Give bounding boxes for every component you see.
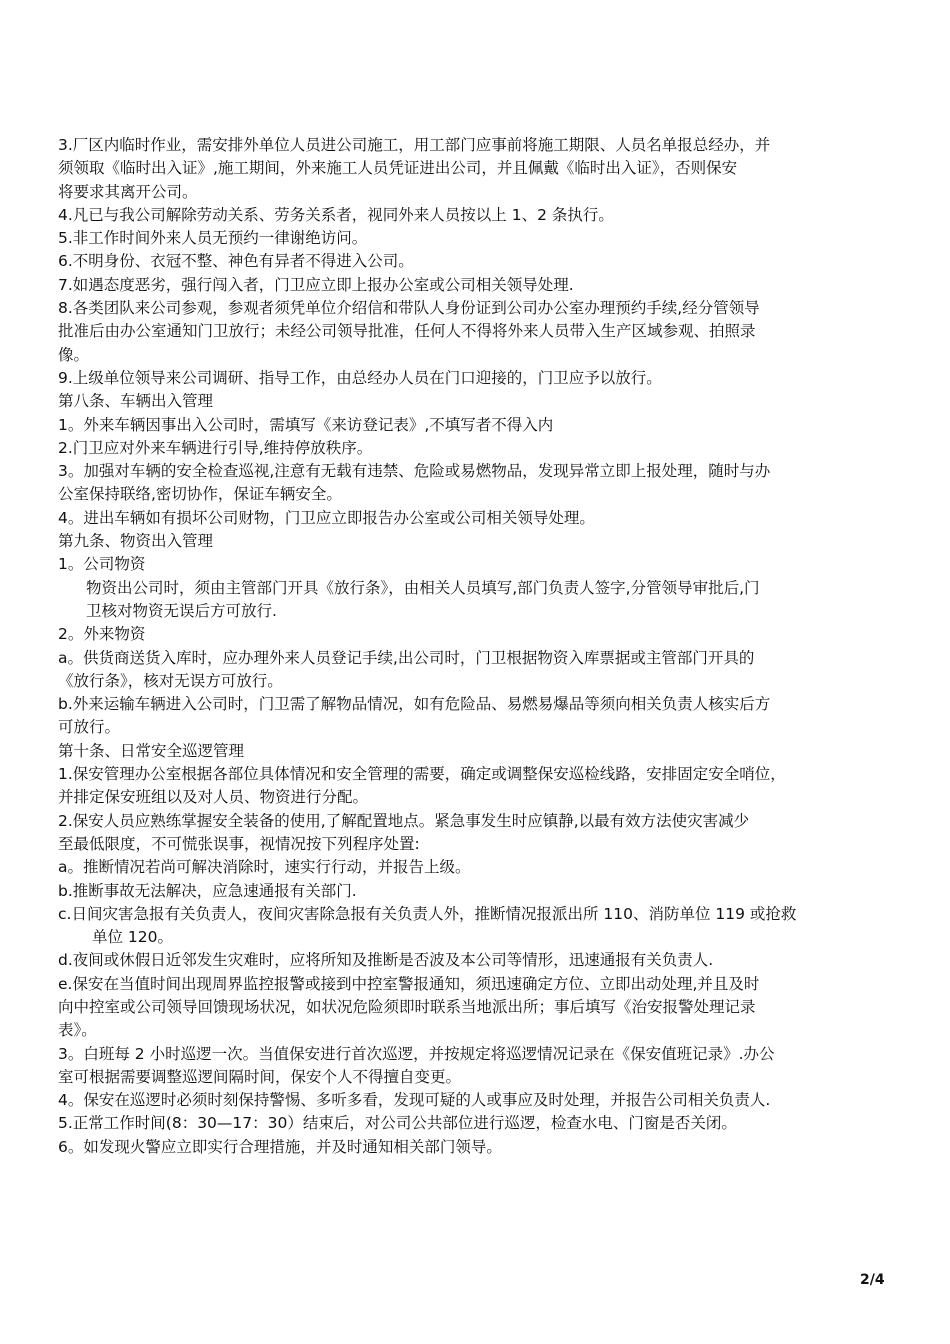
page-number: 2/4 <box>860 1272 885 1288</box>
text-line: 表》。 <box>58 1021 97 1040</box>
text-line: b.推断事故无法解决，应急速通报有关部门. <box>58 881 357 900</box>
text-line: a。推断情况若尚可解决消除时，速实行行动，并报告上级。 <box>58 858 471 877</box>
text-line: 3。加强对车辆的安全检查巡视,注意有无载有违禁、危险或易燃物品，发现异常立即上报处理，随时与办 <box>58 462 771 481</box>
text-line: 9.上级单位领导来公司调研、指导工作，由总经办人员在门口迎接的，门卫应予以放行。 <box>58 368 662 387</box>
text-line: d.夜间或休假日近邻发生灾难时，应将所知及推断是否波及本公司等情形，迅速通报有关负责人. <box>58 951 714 970</box>
section-heading: 第九条、物资出入管理 <box>58 532 214 551</box>
text-line: 5.非工作时间外来人员无预约一律谢绝访问。 <box>58 229 368 248</box>
text-line: 像。 <box>58 345 90 364</box>
text-line: 批准后由办公室通知门卫放行；未经公司领导批准，任何人不得将外来人员带入生产区域参观、拍照录 <box>58 322 756 341</box>
text-line: 3.厂区内临时作业，需安排外单位人员进公司施工，用工部门应事前将施工期限、人员名单报总经办，并 <box>58 136 771 154</box>
text-line: 并排定保安班组以及对人员、物资进行分配。 <box>58 788 369 807</box>
text-line: 5.正常工作时间(8：30—17：30）结束后，对公司公共部位进行巡逻，检查水电、门窗是否关闭。 <box>58 1114 737 1133</box>
text-line: 1。公司物资 <box>58 555 146 574</box>
text-line: e.保安在当值时间出现周界监控报警或接到中控室警报通知，须迅速确定方位、立即出动处理,并且及时 <box>58 974 760 993</box>
text-line: 6。如发现火警应立即实行合理措施，并及时通知相关部门领导。 <box>58 1137 502 1156</box>
section-heading: 第十条、日常安全巡逻管理 <box>58 741 245 760</box>
text-line: 6.不明身份、衣冠不整、神色有异者不得进入公司。 <box>58 252 414 271</box>
text-line: 卫核对物资无误后方可放行. <box>86 601 277 620</box>
text-line: 物资出公司时，须由主管部门开具《放行条》，由相关人员填写,部门负责人签字,分管领导审批后,门 <box>86 578 760 597</box>
text-line: 至最低限度，不可慌张误事，视情况按下列程序处置: <box>58 834 420 853</box>
text-line: 4。保安在巡逻时必须时刻保持警惕、多听多看，发现可疑的人或事应及时处理，并报告公司相关负责人. <box>58 1091 771 1110</box>
section-heading: 第八条、车辆出入管理 <box>58 392 214 411</box>
text-line: b.外来运输车辆进入公司时，门卫需了解物品情况，如有危险品、易燃易爆品等须向相关负责人核实后方 <box>58 695 771 714</box>
text-line: 2.门卫应对外来车辆进行引导,维持停放秩序。 <box>58 438 373 457</box>
text-line: 《放行条》，核对无误方可放行。 <box>58 671 283 690</box>
text-line: 单位 120。 <box>92 928 174 947</box>
text-line: 公室保持联络,密切协作，保证车辆安全。 <box>58 485 342 504</box>
text-line: 3。白班每 2 小时巡逻一次。当值保安进行首次巡逻，并按规定将巡逻情况记录在《保安值班记录》.办公 <box>58 1044 775 1063</box>
text-line: a。供货商送货入库时，应办理外来人员登记手续,出公司时，门卫根据物资入库票据或主管部门开具的 <box>58 648 755 667</box>
text-line: 可放行。 <box>58 718 121 737</box>
text-line: 须领取《临时出入证》,施工期间，外来施工人员凭证进出公司，并且佩戴《临时出入证》，否则保安 <box>58 159 738 178</box>
text-line: 1.保安管理办公室根据各部位具体情况和安全管理的需要，确定或调整保安巡检线路，安排固定安全哨位， <box>58 765 786 784</box>
text-line: 1。外来车辆因事出入公司时，需填写《来访登记表》,不填写者不得入内 <box>58 415 554 434</box>
document-body <box>58 134 898 1159</box>
text-line: 2.保安人员应熟练掌握安全装备的使用,了解配置地点。紧急事发生时应镇静,以最有效方法使灾害减少 <box>58 811 750 830</box>
text-line: 7.如遇态度恶劣，强行闯入者，门卫应立即上报办公室或公司相关领导处理. <box>58 275 574 294</box>
text-line: 8.各类团队来公司参观，参观者须凭单位介绍信和带队人身份证到公司办公室办理预约手续,经分管领导 <box>58 299 760 318</box>
text-line: 将要求其离开公司。 <box>58 182 198 201</box>
text-line: 4。进出车辆如有损坏公司财物，门卫应立即报告办公室或公司相关领导处理。 <box>58 508 595 527</box>
text-line: 室可根据需要调整巡逻间隔时间，保安个人不得擅自变更。 <box>58 1067 462 1086</box>
text-line: 向中控室或公司领导回馈现场状况，如状况危险须即时联系当地派出所；事后填写《治安报警处理记录 <box>58 997 756 1016</box>
text-line: 4.凡已与我公司解除劳动关系、劳务关系者，视同外来人员按以上 1、2 条执行。 <box>58 205 614 224</box>
text-line: 2。外来物资 <box>58 625 146 644</box>
text-line: c.日间灾害急报有关负责人，夜间灾害除急报有关负责人外，推断情况报派出所 110、消防单位 119 或抢救 <box>58 904 797 923</box>
